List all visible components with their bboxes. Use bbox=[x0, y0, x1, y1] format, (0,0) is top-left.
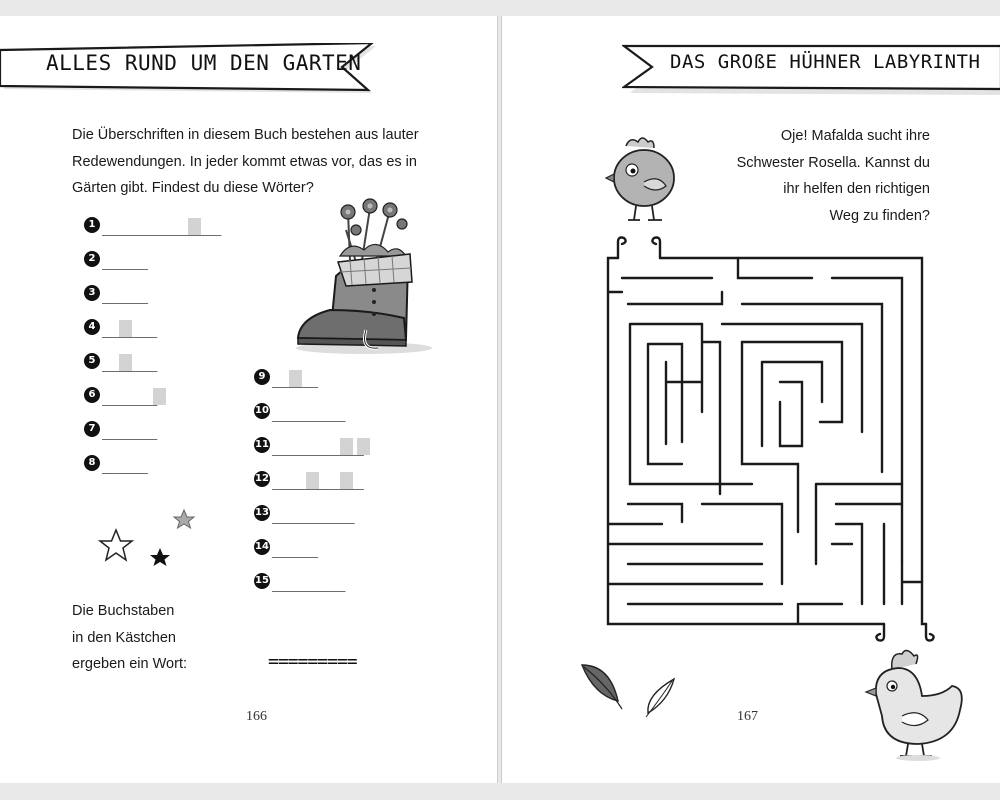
question-number: 8 bbox=[84, 455, 100, 471]
question-10 bbox=[254, 403, 384, 425]
solution-blanks: ========= bbox=[268, 651, 357, 672]
question-11 bbox=[254, 437, 424, 459]
question-7 bbox=[84, 421, 204, 443]
answer-blanks: _____ bbox=[102, 455, 148, 474]
question-3 bbox=[84, 285, 204, 307]
boot-with-flowers-icon bbox=[290, 190, 440, 360]
answer-blanks: ______ bbox=[102, 387, 157, 406]
answer-blanks: __________ bbox=[272, 471, 364, 490]
question-9 bbox=[254, 369, 374, 391]
intro-text: Oje! Mafalda sucht ihre Schwester Rosella. Kannst du ihr helfen den richtigen Weg zu finden? bbox=[736, 128, 930, 224]
question-4 bbox=[84, 319, 204, 341]
left-page bbox=[0, 16, 498, 783]
question-2 bbox=[84, 251, 204, 273]
question-15 bbox=[254, 573, 384, 595]
page-number: 166 bbox=[246, 709, 267, 724]
solution-text: Die Buchstaben in den Kästchen ergeben ein Wort: bbox=[72, 603, 187, 672]
maze-icon bbox=[602, 232, 944, 644]
question-number: 7 bbox=[84, 421, 100, 437]
question-number: 12 bbox=[254, 471, 270, 487]
answer-blanks: __________ bbox=[272, 437, 364, 456]
answer-blanks: _____ bbox=[102, 251, 148, 270]
question-8 bbox=[84, 455, 204, 477]
page-title: ALLES RUND UM DEN GARTEN bbox=[46, 51, 362, 75]
question-number: 5 bbox=[84, 353, 100, 369]
question-number: 11 bbox=[254, 437, 270, 453]
answer-blanks: _____ bbox=[272, 539, 318, 558]
hen-icon bbox=[604, 134, 684, 224]
feather-icon bbox=[580, 661, 680, 721]
answer-blanks: ______ bbox=[102, 319, 157, 338]
question-14 bbox=[254, 539, 374, 561]
answer-blanks: _____ bbox=[102, 285, 148, 304]
question-6 bbox=[84, 387, 204, 409]
title-banner bbox=[0, 43, 380, 89]
question-1 bbox=[84, 217, 284, 239]
answer-blanks: _____________ bbox=[102, 217, 221, 236]
answer-blanks: ________ bbox=[272, 573, 346, 592]
stars-icon bbox=[96, 508, 206, 568]
question-number: 13 bbox=[254, 505, 270, 521]
question-number: 4 bbox=[84, 319, 100, 335]
question-13 bbox=[254, 505, 404, 527]
answer-blanks: ______ bbox=[102, 353, 157, 372]
question-number: 3 bbox=[84, 285, 100, 301]
title-banner bbox=[622, 43, 1000, 89]
answer-blanks: _________ bbox=[272, 505, 355, 524]
question-number: 6 bbox=[84, 387, 100, 403]
question-number: 1 bbox=[84, 217, 100, 233]
answer-blanks: ______ bbox=[102, 421, 157, 440]
intro-text: Die Überschriften in diesem Buch bestehen aus lauter Redewendungen. In jeder kommt etwas vor, das es in Gärten gibt. Findest du diese Wörter? bbox=[72, 127, 419, 196]
question-12 bbox=[254, 471, 424, 493]
question-number: 15 bbox=[254, 573, 270, 589]
page-number: 167 bbox=[737, 709, 758, 724]
answer-blanks: ________ bbox=[272, 403, 346, 422]
question-number: 14 bbox=[254, 539, 270, 555]
answer-blanks: _____ bbox=[272, 369, 318, 388]
question-number: 10 bbox=[254, 403, 270, 419]
page-title: DAS GROßE HÜHNER LABYRINTH bbox=[670, 51, 981, 73]
question-5 bbox=[84, 353, 204, 375]
hen-icon bbox=[862, 646, 972, 762]
question-number: 9 bbox=[254, 369, 270, 385]
question-number: 2 bbox=[84, 251, 100, 267]
right-page bbox=[501, 16, 1000, 783]
